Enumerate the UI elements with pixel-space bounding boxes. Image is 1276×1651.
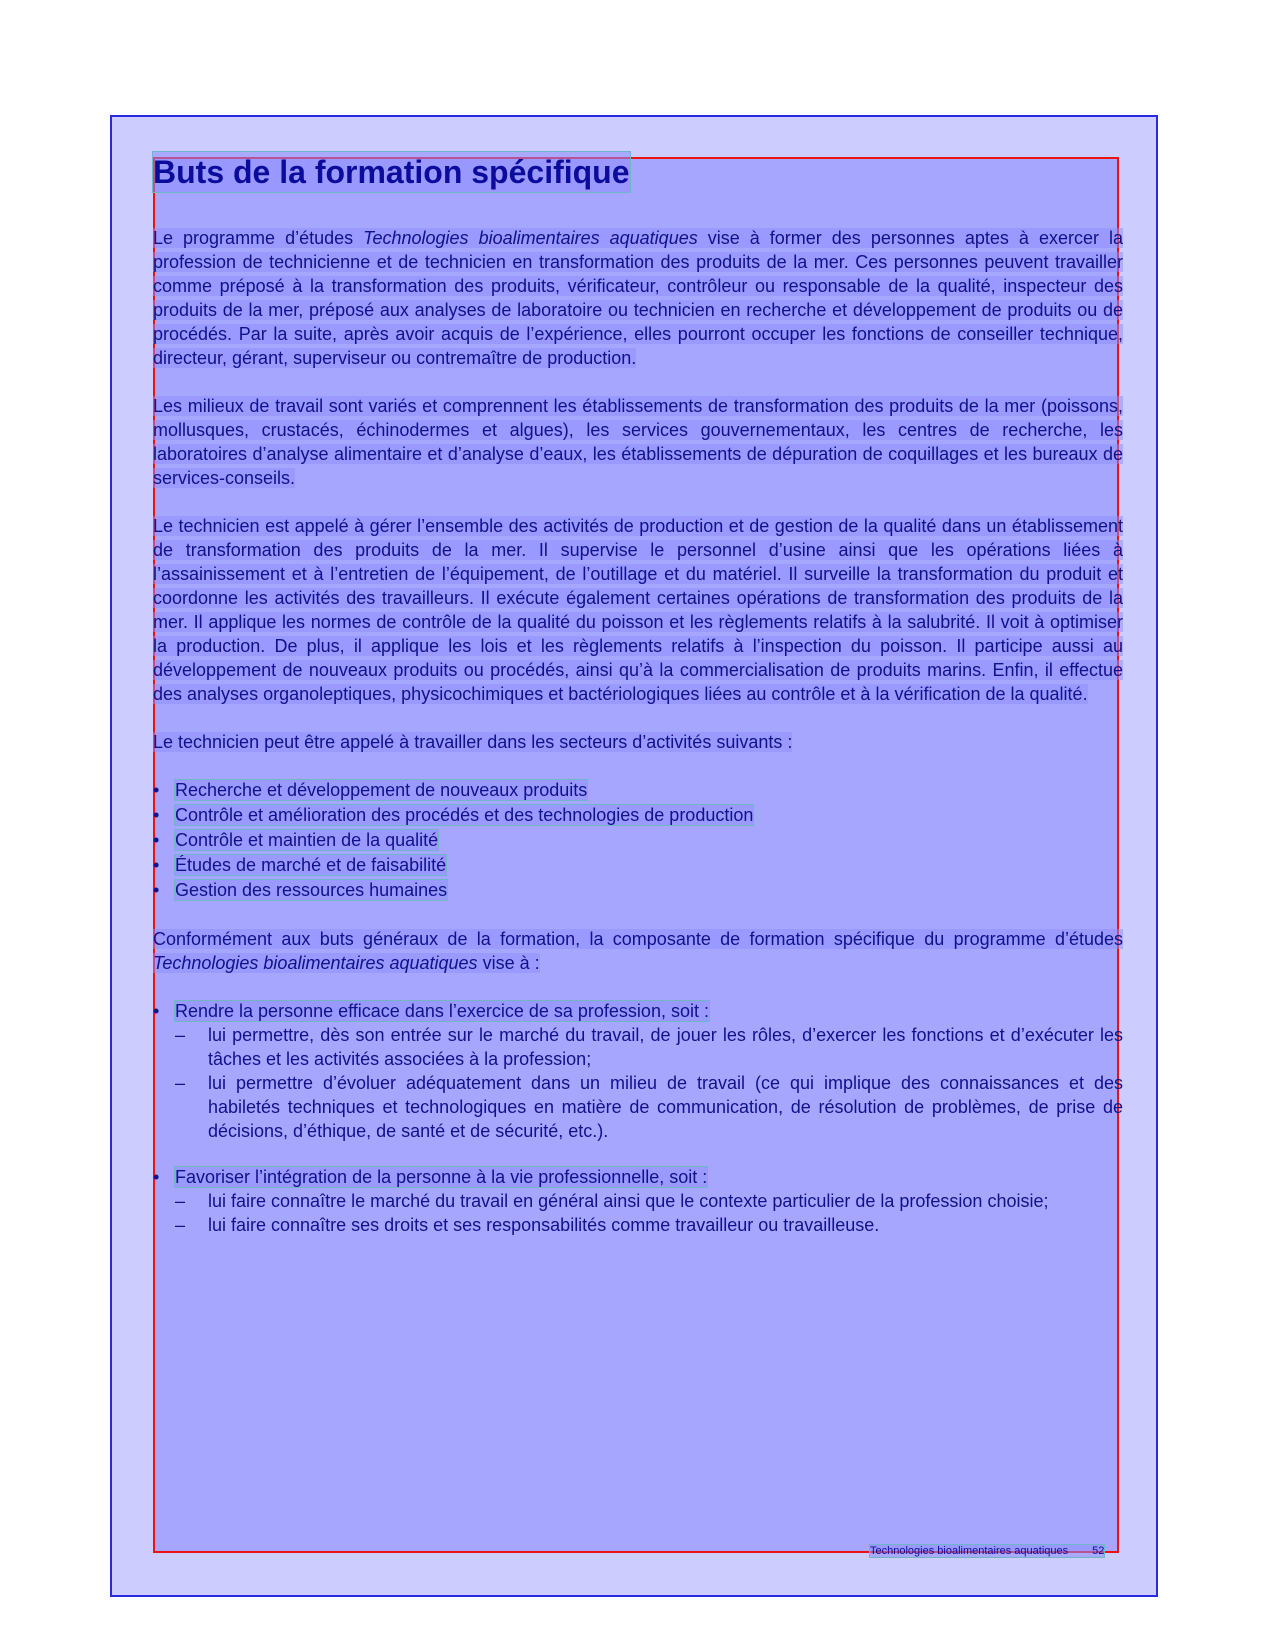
page-number: 52 xyxy=(1092,1545,1105,1557)
document-content xyxy=(153,152,1123,1259)
list-item: • Études de marché et de faisabilité xyxy=(153,853,1123,878)
goal-heading: • Favoriser l’intégration de la personne à la vie professionnelle, soit : xyxy=(153,1165,1123,1189)
list-item: • Gestion des ressources humaines xyxy=(153,878,1123,903)
paragraph-intro: Le programme d’études Technologies bioalimentaires aquatiques vise à former des personnes aptes à exercer la profession de technicienne et de technicien en transformation des produits de la mer. Ces personnes peuvent travailler comme préposé à la transformation des produits, vérificateur, contrôleur ou responsable de la qualité, inspecteur des produits de la mer, préposé aux analyses de laboratoire ou technicien en recherche et développement de produits ou de procédés. Par la suite, après avoir acquis de l’expérience, elles pourront occuper les fonctions de conseiller technique, directeur, gérant, superviseur ou contremaître de production. xyxy=(153,228,1123,368)
goal-subitem: – lui permettre d’évoluer adéquatement dans un milieu de travail (ce qui implique des connaissances et des habiletés techniques et technologiques en matière de communication, de résolution de problèmes, de prise de décisions, d’éthique, de santé et de sécurité, etc.). xyxy=(153,1071,1123,1143)
paragraph-sectors-intro: Le technicien peut être appelé à travailler dans les secteurs d’activités suivants : xyxy=(153,732,793,752)
list-item: • Contrôle et amélioration des procédés et des technologies de production xyxy=(153,803,1123,828)
paragraph-goals-intro: Conformément aux buts généraux de la formation, la composante de formation spécifique du programme d’études Technologies bioalimentaires aquatiques vise à : xyxy=(153,929,1123,973)
program-name-italic: Technologies bioalimentaires aquatiques xyxy=(363,228,698,248)
page-title: Buts de la formation spécifique xyxy=(153,154,630,190)
goal-subitem: – lui faire connaître le marché du travail en général ainsi que le contexte particulier de la profession choisie; xyxy=(153,1189,1123,1213)
footer-program-name: Technologies bioalimentaires aquatiques xyxy=(870,1545,1069,1557)
goal-heading: • Rendre la personne efficace dans l’exercice de sa profession, soit : xyxy=(153,999,1123,1023)
sectors-list xyxy=(153,778,1123,903)
paragraph-work-environments: Les milieux de travail sont variés et comprennent les établissements de transformation des produits de la mer (poissons, mollusques, crustacés, échinodermes et algues), les services gouvernementaux, les centres de recherche, les laboratoires d’analyse alimentaire et d’analyse d’eaux, les établissements de dépuration de coquillages et les bureaux de services-conseils. xyxy=(153,396,1123,488)
goal-integration xyxy=(153,1165,1123,1237)
paragraph-technician-role: Le technicien est appelé à gérer l’ensemble des activités de production et de gestion de la qualité dans un établissement de transformation des produits de la mer. Il supervise le personnel d’usine ainsi que les opérations liées à l’assainissement et à l’entretien de l’équipement, de l’outillage et du matériel. Il surveille la transformation du produit et coordonne les activités des travailleurs. Il exécute également certaines opérations de transformation des produits de la mer. Il applique les normes de contrôle de la qualité du poisson et les règlements relatifs à la salubrité. Il voit à optimiser la production. De plus, il applique les lois et les règlements relatifs à l’inspection du poisson. Il participe aussi au développement de nouveaux produits ou procédés, ainsi qu’à la commercialisation de produits marins. Enfin, il effectue des analyses organoleptiques, physicochimiques et bactériologiques liées au contrôle et à la vérification de la qualité. xyxy=(153,516,1123,704)
goal-effectiveness xyxy=(153,999,1123,1143)
page-footer xyxy=(870,1545,1104,1557)
goal-subitem: – lui permettre, dès son entrée sur le marché du travail, de jouer les rôles, d’exercer les fonctions et d’exécuter les tâches et les activités associées à la profession; xyxy=(153,1023,1123,1071)
list-item: • Contrôle et maintien de la qualité xyxy=(153,828,1123,853)
list-item: • Recherche et développement de nouveaux produits xyxy=(153,778,1123,803)
program-name-italic: Technologies bioalimentaires aquatiques xyxy=(153,953,478,973)
goal-subitem: – lui faire connaître ses droits et ses responsabilités comme travailleur ou travailleuse. xyxy=(153,1213,1123,1237)
